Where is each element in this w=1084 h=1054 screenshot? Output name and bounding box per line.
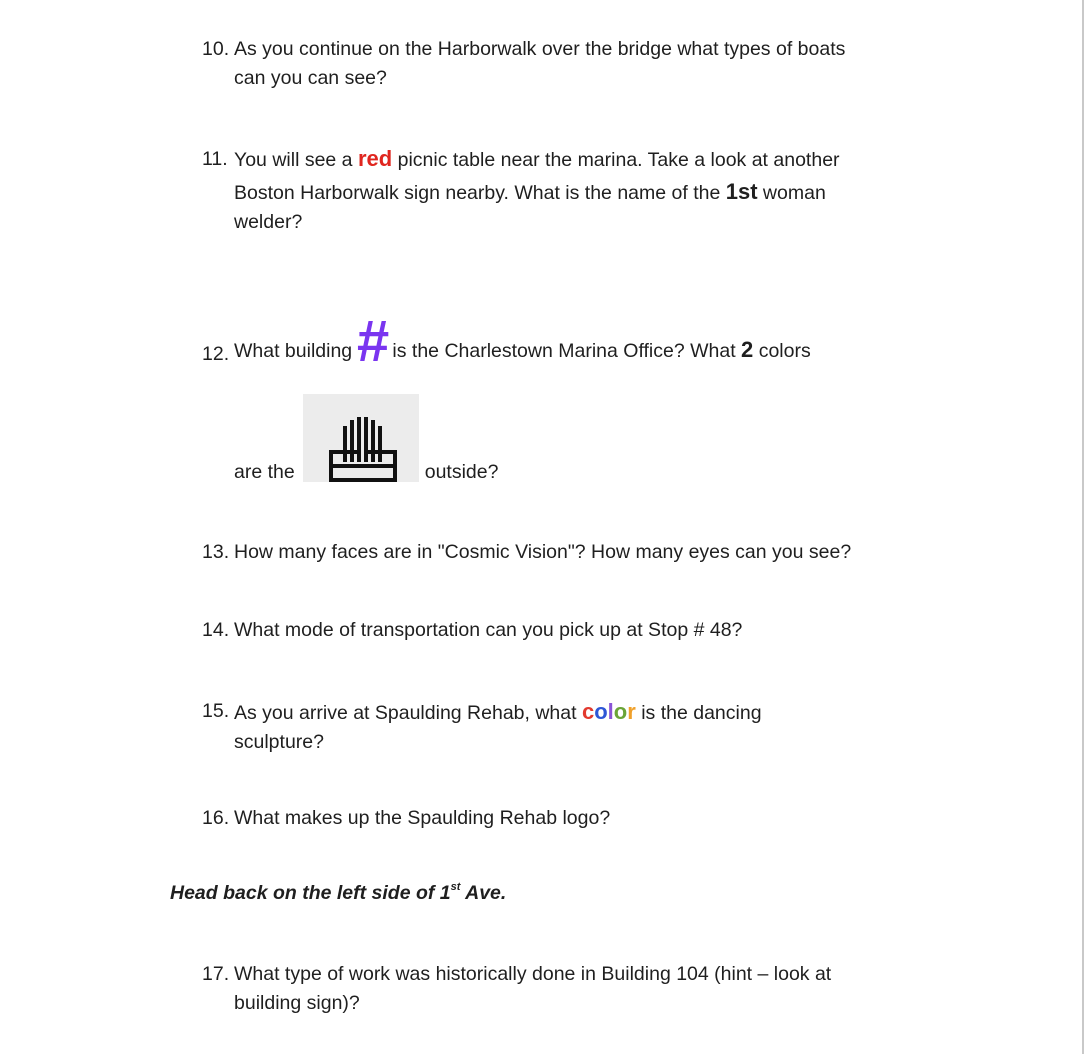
question-text-line: How many faces are in "Cosmic Vision"? How many eyes can you see? — [234, 541, 852, 563]
question-number: 13. — [202, 541, 230, 563]
question-text-line — [234, 143, 922, 176]
question-text-line — [234, 697, 922, 728]
question-text-line: As you continue on the Harborwalk over the bridge what types of boats — [234, 38, 846, 60]
question-13 — [202, 538, 962, 567]
bold-emphasis: 2 — [741, 337, 754, 362]
question-text-line: building sign)? — [234, 992, 360, 1014]
color-word-letter: c — [581, 699, 595, 724]
text-run: outside? — [424, 461, 499, 483]
question-number: 10. — [202, 38, 230, 60]
text-run: colors — [753, 340, 811, 362]
text-run: As you arrive at Spaulding Rehab, what — [234, 702, 582, 724]
question-15 — [202, 697, 922, 757]
question-10 — [202, 35, 922, 93]
question-14 — [202, 616, 922, 645]
question-17 — [202, 960, 922, 1018]
color-word-letter: l — [607, 699, 614, 724]
question-12-continued — [202, 394, 942, 482]
red-emphasis: red — [357, 146, 393, 171]
adirondack-chair-icon — [303, 394, 419, 482]
question-text-line: sculpture? — [234, 731, 324, 753]
text-run: woman — [757, 182, 826, 204]
hashtag-icon: # — [356, 309, 389, 374]
question-text-line: What makes up the Spaulding Rehab logo? — [234, 807, 611, 829]
question-number: 15. — [202, 700, 230, 722]
question-11 — [202, 143, 922, 238]
text-run: Ave. — [460, 882, 507, 904]
text-run: What building — [234, 340, 353, 362]
text-run: are the — [234, 461, 295, 483]
text-run: Boston Harborwalk sign nearby. What is the name of the — [234, 182, 726, 204]
question-text-line — [234, 309, 942, 374]
text-run: is the dancing — [635, 702, 762, 724]
question-number: 14. — [202, 619, 230, 641]
text-run: picnic table near the marina. Take a look at another — [392, 149, 840, 171]
section-heading — [170, 882, 506, 905]
question-12 — [202, 309, 942, 374]
color-word-letter: o — [594, 699, 608, 724]
text-run: You will see a — [234, 149, 358, 171]
question-number: 12. — [202, 343, 230, 365]
question-number: 11. — [202, 148, 228, 170]
chair-drawing — [303, 394, 419, 482]
question-16 — [202, 804, 922, 833]
question-number: 17. — [202, 963, 230, 985]
text-run: Head back on the left side of 1 — [170, 882, 451, 904]
question-text-line — [234, 176, 922, 209]
question-text-line: can you can see? — [234, 67, 387, 89]
question-text-line: welder? — [234, 211, 303, 233]
color-word-letter: o — [613, 699, 628, 724]
superscript: st — [450, 880, 461, 893]
text-run: is the Charlestown Marina Office? What — [392, 340, 742, 362]
question-number: 16. — [202, 807, 230, 829]
question-text-line: What mode of transportation can you pick up at Stop # 48? — [234, 619, 743, 641]
bold-emphasis: 1st — [725, 179, 758, 204]
color-word-letter: r — [627, 699, 636, 724]
question-text-line — [234, 394, 942, 482]
question-text-line: What type of work was historically done in Building 104 (hint – look at — [234, 963, 832, 985]
